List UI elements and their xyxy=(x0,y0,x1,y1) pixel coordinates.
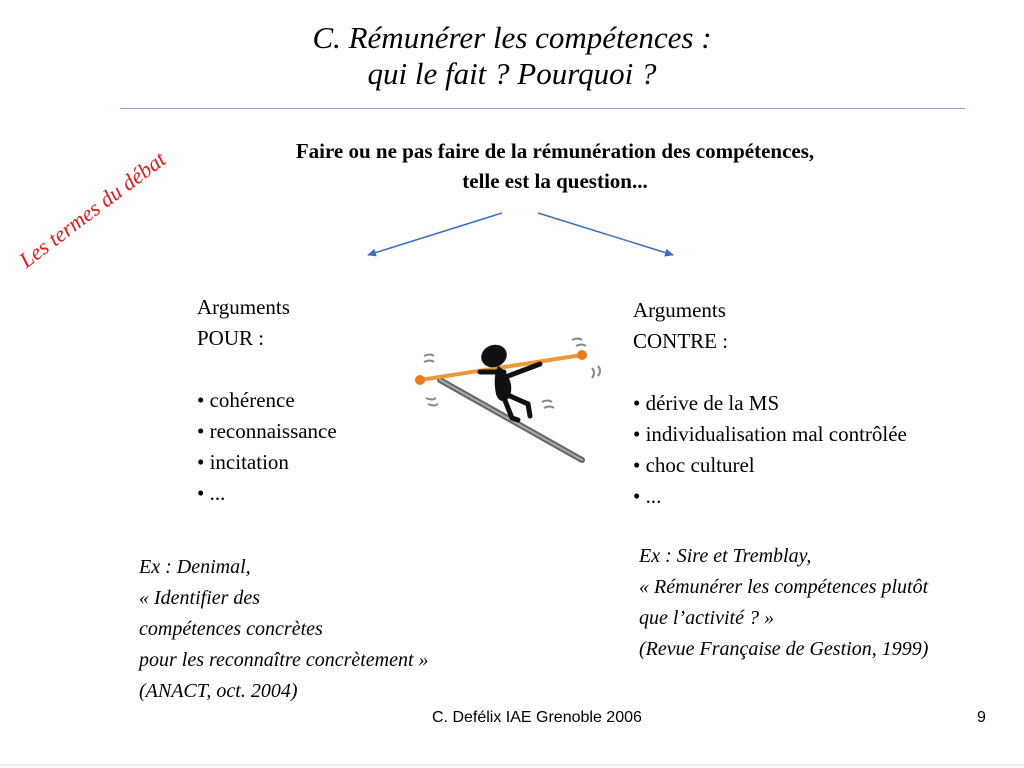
subtitle-line-1: Faire ou ne pas faire de la rémunération des compétences, xyxy=(295,139,815,163)
pour-item: • ... xyxy=(197,481,226,505)
contre-item: • dérive de la MS xyxy=(633,391,780,415)
arguments-contre xyxy=(633,295,907,512)
example-right-line: « Rémunérer les compétences plutôt xyxy=(639,576,929,598)
footer-credit: C. Defélix IAE Grenoble 2006 xyxy=(432,709,642,726)
contre-item: • ... xyxy=(633,484,662,508)
page-number: 9 xyxy=(977,709,986,726)
pour-item: • cohérence xyxy=(197,388,295,412)
contre-heading-2: CONTRE : xyxy=(633,329,729,353)
pour-item: • reconnaissance xyxy=(197,419,337,443)
pour-heading-2: POUR : xyxy=(197,326,265,350)
title-line-2: qui le fait ? Pourquoi ? xyxy=(367,56,657,91)
pour-heading-1: Arguments xyxy=(197,295,290,319)
arguments-pour xyxy=(197,292,337,509)
pour-item: • incitation xyxy=(197,450,289,474)
contre-item: • individualisation mal contrôlée xyxy=(633,422,907,446)
bottom-divider xyxy=(0,764,1024,766)
example-left-line: pour les reconnaître concrètement » xyxy=(139,649,429,671)
example-right xyxy=(639,541,928,665)
example-left-line: (ANACT, oct. 2004) xyxy=(139,680,298,702)
title-line-1: C. Rémunérer les compétences : xyxy=(312,20,712,55)
contre-item: • choc culturel xyxy=(633,453,755,477)
example-left-line: Ex : Denimal, xyxy=(139,556,251,578)
arrow-right xyxy=(538,213,673,255)
contre-heading-1: Arguments xyxy=(633,298,726,322)
subtitle-line-2: telle est la question... xyxy=(462,169,648,193)
example-left xyxy=(139,552,429,707)
example-right-line: (Revue Française de Gestion, 1999) xyxy=(639,638,929,660)
arrow-left xyxy=(368,213,502,255)
tightrope-walker-icon xyxy=(415,339,600,461)
example-left-line: « Identifier des xyxy=(139,587,261,609)
example-left-line: compétences concrètes xyxy=(139,618,323,640)
example-right-line: Ex : Sire et Tremblay, xyxy=(639,545,812,567)
example-right-line: que l’activité ? » xyxy=(639,607,774,629)
side-label: Les termes du débat xyxy=(14,146,171,273)
